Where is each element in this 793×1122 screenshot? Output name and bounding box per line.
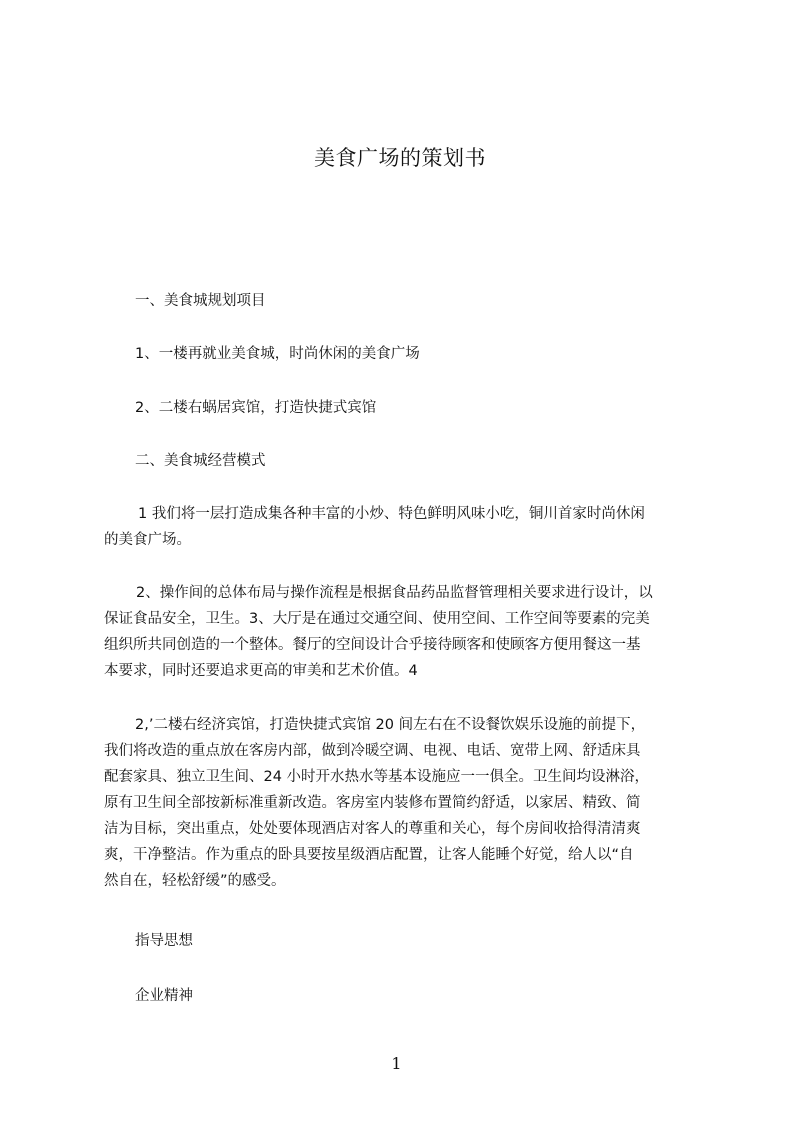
list-item-food-court: 1、一楼再就业美食城，时尚休闲的美食广场: [135, 346, 420, 362]
paragraph-line: 然自在，轻松舒缓”的感受。: [104, 873, 286, 889]
document-title: 美食广场的策划书: [314, 146, 486, 170]
paragraph-line: 2、操作间的总体布局与操作流程是根据食品药品监督管理相关要求进行设计，以: [136, 585, 653, 601]
paragraph-line: 2,’二楼右经济宾馆，打造快捷式宾馆 20 间左右在不设餐饮娱乐设施的前提下，: [135, 717, 646, 733]
page-number: 1: [391, 1054, 402, 1073]
paragraph-hotel-renovation: [104, 712, 704, 894]
section-heading-operation: 二、美食城经营模式: [135, 453, 266, 469]
section-heading-guiding-ideology: 指导思想: [135, 933, 193, 949]
paragraph-line: 组织所共同创造的一个整体。餐厅的空间设计合乎接待顾客和使顾客方便用餐这一基: [104, 637, 641, 653]
section-heading-enterprise-spirit: 企业精神: [135, 988, 193, 1004]
paragraph-first-floor: [104, 501, 704, 553]
paragraph-line: 我们将改造的重点放在客房内部，做到冷暖空调、电视、电话、宽带上网、舒适床具: [104, 743, 641, 759]
paragraph-line: 洁为目标，突出重点，处处要体现酒店对客人的尊重和关心，每个房间收拾得清清爽: [104, 821, 641, 837]
section-heading-planning: 一、美食城规划项目: [135, 293, 266, 309]
paragraph-line: 爽，干净整洁。作为重点的卧具要按星级酒店配置，让客人能睡个好觉，给人以“自: [104, 847, 634, 863]
paragraph-line: 原有卫生间全部按新标准重新改造。客房室内装修布置简约舒适，以家居、精致、简: [104, 795, 641, 811]
paragraph-line: 配套家具、独立卫生间、24 小时开水热水等基本设施应一一俱全。卫生间均设淋浴，: [104, 769, 650, 785]
paragraph-kitchen-layout: [104, 580, 704, 684]
list-item-hotel: 2、二楼右蜗居宾馆，打造快捷式宾馆: [135, 400, 377, 416]
paragraph-line: 保证食品安全，卫生。3、大厅是在通过交通空间、使用空间、工作空间等要素的完美: [104, 611, 650, 627]
paragraph-line: 本要求，同时还要追求更高的审美和艺术价值。4: [104, 663, 418, 679]
paragraph-line: 1 我们将一层打造成集各种丰富的小炒、特色鲜明风味小吃，铜川首家时尚休闲: [138, 506, 645, 522]
paragraph-line: 的美食广场。: [104, 532, 191, 548]
